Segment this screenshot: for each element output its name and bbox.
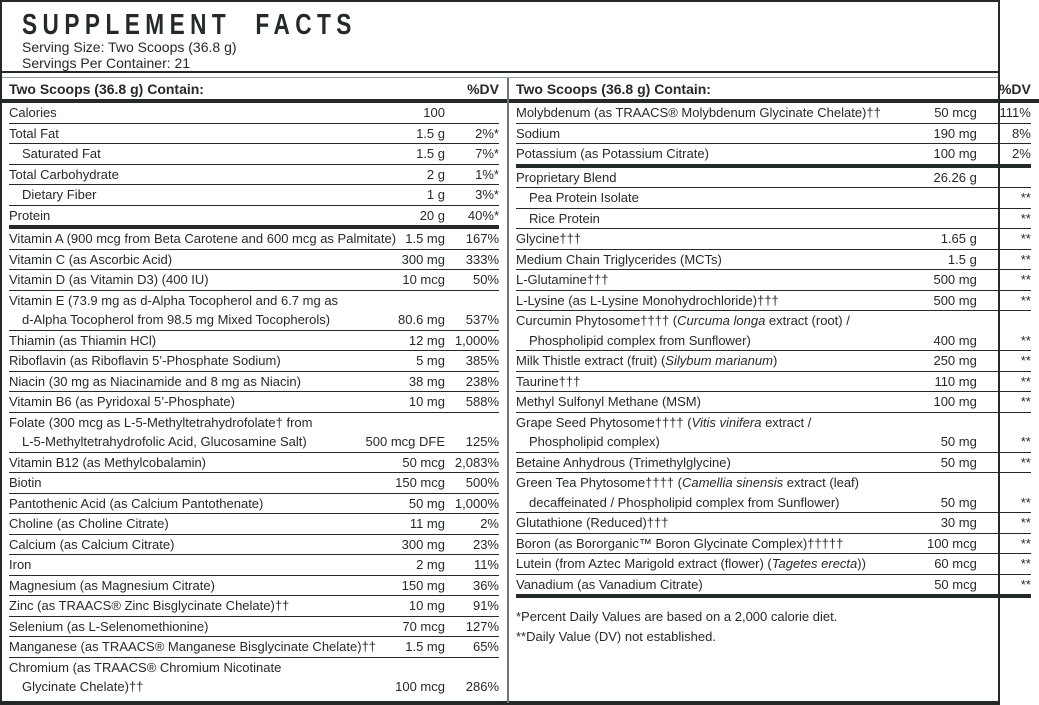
nutrient-row bbox=[9, 494, 499, 515]
nutrient-name: Manganese (as TRAACS® Manganese Bisglycinate Chelate)†† bbox=[9, 639, 377, 654]
amount-value: 12 mg bbox=[408, 332, 445, 348]
nutrient-name: Vitamin B6 (as Pyridoxal 5’-Phosphate) bbox=[9, 394, 235, 409]
nutrient-row bbox=[516, 392, 1031, 413]
daily-value: 40%* bbox=[467, 207, 499, 223]
daily-value: 3%* bbox=[475, 187, 499, 202]
amount-value: 50 mcg bbox=[402, 454, 445, 470]
amount-value: 190 mg bbox=[933, 125, 977, 141]
nutrient-row bbox=[9, 453, 499, 474]
nutrient-name: Vitamin A (900 mcg from Beta Carotene and 600 mcg as Palmitate) bbox=[9, 231, 397, 246]
nutrient-name: Milk Thistle extract (fruit) (Silybum marianum) bbox=[516, 353, 778, 368]
nutrient-name: Magnesium (as Magnesium Citrate) bbox=[9, 577, 215, 593]
nutrient-name: Choline (as Choline Citrate) bbox=[9, 516, 169, 531]
nutrient-name: Vitamin C (as Ascorbic Acid) bbox=[9, 251, 173, 267]
nutrient-name: Vanadium (as Vanadium Citrate) bbox=[516, 576, 703, 592]
daily-value: ** bbox=[1020, 292, 1031, 308]
nutrient-row bbox=[9, 576, 499, 597]
nutrient-row bbox=[516, 351, 1031, 372]
nutrient-name: Vitamin B12 (as Methylcobalamin) bbox=[9, 454, 207, 470]
nutrient-name: Biotin bbox=[9, 475, 42, 490]
amount-value: 10 mcg bbox=[402, 272, 445, 287]
daily-value: 167% bbox=[465, 231, 499, 246]
amount-value: 1.5 g bbox=[947, 251, 977, 267]
nutrient-name: Folate (300 mcg as L-5-Methyltetrahydrofolate† from L-5-Methyltetrahydrofolic Acid, Glucosamine Salt) bbox=[9, 414, 313, 449]
nutrient-row bbox=[9, 206, 499, 230]
nutrient-name: Grape Seed Phytosome†††† (Vitis vinifera extract / Phospholipid complex) bbox=[516, 414, 812, 449]
daily-value: 286% bbox=[465, 679, 499, 694]
nutrient-row bbox=[516, 453, 1031, 474]
daily-value: 11% bbox=[473, 557, 499, 572]
footnotes bbox=[509, 598, 1039, 647]
nutrient-row bbox=[9, 535, 499, 556]
column-header-label: Two Scoops (36.8 g) Contain: bbox=[9, 81, 204, 97]
amount-value: 100 mg bbox=[933, 394, 977, 409]
nutrient-name: Proprietary Blend bbox=[516, 169, 617, 185]
header-divider-rule bbox=[2, 71, 998, 78]
nutrient-name: Sodium bbox=[516, 125, 561, 141]
nutrient-row bbox=[516, 250, 1031, 271]
amount-value: 300 mg bbox=[401, 536, 445, 552]
facts-column-left bbox=[2, 78, 507, 703]
nutrient-name: Selenium (as L-Selenomethionine) bbox=[9, 618, 209, 634]
amount-value: 1.5 g bbox=[416, 125, 445, 141]
daily-value: ** bbox=[1020, 394, 1031, 409]
amount-value: 50 mg bbox=[940, 454, 977, 470]
amount-value: 50 mcg bbox=[934, 576, 977, 592]
nutrient-row bbox=[9, 291, 499, 331]
nutrient-row bbox=[516, 168, 1031, 189]
nutrient-name: Chromium (as TRAACS® Chromium Nicotinate Glycinate Chelate)†† bbox=[9, 659, 282, 694]
nutrient-row bbox=[9, 473, 499, 494]
serving-size: Serving Size: Two Scoops (36.8 g) bbox=[22, 39, 237, 55]
facts-column-right bbox=[507, 78, 1039, 703]
daily-value: ** bbox=[1020, 272, 1031, 287]
nutrient-name: Niacin (30 mg as Niacinamide and 8 mg as Niacin) bbox=[9, 373, 301, 389]
nutrient-row bbox=[516, 229, 1031, 250]
nutrient-row bbox=[9, 185, 499, 206]
daily-value: 2% bbox=[1012, 146, 1031, 161]
nutrient-row bbox=[516, 311, 1031, 351]
nutrient-name: Methyl Sulfonyl Methane (MSM) bbox=[516, 394, 701, 409]
nutrient-name: Glutathione (Reduced)††† bbox=[516, 515, 669, 530]
nutrient-name: Betaine Anhydrous (Trimethylglycine) bbox=[516, 454, 731, 470]
amount-value: 250 mg bbox=[933, 353, 977, 368]
nutrient-row bbox=[9, 103, 499, 124]
column-header-dv: %DV bbox=[998, 81, 1031, 97]
amount-value: 1.5 mg bbox=[405, 231, 445, 246]
daily-value: 238% bbox=[465, 373, 499, 389]
nutrient-name: Potassium (as Potassium Citrate) bbox=[516, 146, 709, 161]
amount-value: 500 mcg DFE bbox=[365, 434, 445, 449]
amount-value: 80.6 mg bbox=[398, 312, 445, 327]
nutrient-row bbox=[516, 291, 1031, 312]
nutrient-name: Pea Protein Isolate bbox=[529, 190, 639, 205]
nutrient-row bbox=[516, 413, 1031, 453]
daily-value: 50% bbox=[472, 272, 499, 287]
daily-value: 8% bbox=[1012, 125, 1031, 141]
nutrient-row bbox=[516, 188, 1031, 209]
daily-value: ** bbox=[1020, 210, 1031, 226]
amount-value: 20 g bbox=[419, 207, 445, 223]
servings-per-container: Servings Per Container: 21 bbox=[22, 54, 191, 71]
amount-value: 1.65 g bbox=[940, 231, 977, 246]
nutrient-name: Molybdenum (as TRAACS® Molybdenum Glycinate Chelate)†† bbox=[516, 105, 881, 120]
daily-value: 1,000% bbox=[454, 332, 499, 348]
column-header-label: Two Scoops (36.8 g) Contain: bbox=[516, 81, 711, 97]
daily-value: ** bbox=[1020, 251, 1031, 267]
nutrient-row bbox=[516, 144, 1031, 168]
amount-value: 50 mcg bbox=[934, 105, 977, 120]
daily-value: 111% bbox=[999, 105, 1031, 120]
daily-value: 91% bbox=[472, 598, 499, 613]
amount-value: 1.5 mg bbox=[405, 639, 445, 654]
column-header bbox=[509, 78, 1039, 103]
nutrient-row bbox=[516, 575, 1031, 599]
nutrient-name: Protein bbox=[9, 207, 51, 223]
daily-value: 125% bbox=[465, 434, 499, 449]
footnote-dv-not-established: **Daily Value (DV) not established. bbox=[516, 629, 716, 644]
nutrient-row bbox=[9, 165, 499, 186]
nutrient-row bbox=[9, 144, 499, 165]
daily-value: 127% bbox=[465, 618, 499, 634]
amount-value: 500 mg bbox=[933, 272, 977, 287]
nutrient-name: Saturated Fat bbox=[22, 146, 101, 161]
amount-value: 100 mg bbox=[933, 146, 977, 161]
nutrient-row bbox=[9, 658, 499, 697]
nutrient-name: Vitamin D (as Vitamin D3) (400 IU) bbox=[9, 272, 209, 287]
amount-value: 10 mg bbox=[408, 394, 445, 409]
amount-value: 11 mg bbox=[409, 516, 445, 531]
daily-value: 537% bbox=[465, 312, 499, 327]
daily-value: 1,000% bbox=[454, 495, 499, 511]
daily-value: ** bbox=[1020, 515, 1031, 530]
amount-value: 150 mcg bbox=[395, 475, 445, 490]
amount-value: 100 mcg bbox=[395, 679, 445, 694]
nutrient-row bbox=[9, 229, 499, 250]
nutrient-name: L-Lysine (as L-Lysine Monohydrochloride)††† bbox=[516, 292, 779, 308]
nutrient-name: Thiamin (as Thiamin HCl) bbox=[9, 332, 157, 348]
daily-value: 23% bbox=[472, 536, 499, 552]
daily-value: ** bbox=[1020, 190, 1031, 205]
nutrient-name: Lutein (from Aztec Marigold extract (flower) (Tagetes erecta)) bbox=[516, 556, 866, 571]
daily-value: ** bbox=[1020, 353, 1031, 368]
daily-value: 7%* bbox=[475, 146, 499, 161]
nutrient-name: Zinc (as TRAACS® Zinc Bisglycinate Chelate)†† bbox=[9, 598, 290, 613]
nutrient-name: Taurine††† bbox=[516, 373, 581, 389]
amount-value: 38 mg bbox=[408, 373, 445, 389]
nutrient-row bbox=[516, 209, 1031, 230]
nutrient-name: Dietary Fiber bbox=[22, 187, 97, 202]
nutrient-row bbox=[9, 124, 499, 145]
nutrient-row bbox=[516, 473, 1031, 513]
nutrient-name: Curcumin Phytosome†††† (Curcuma longa extract (root) / Phospholipid complex from Sunflower) bbox=[516, 313, 850, 348]
nutrient-row bbox=[9, 392, 499, 413]
daily-value: 333% bbox=[465, 251, 499, 267]
nutrient-row bbox=[9, 331, 499, 352]
nutrient-name: Total Fat bbox=[9, 125, 59, 141]
nutrient-row bbox=[516, 534, 1031, 555]
amount-value: 50 mg bbox=[940, 494, 977, 510]
nutrient-name: Boron (as Bororganic™ Boron Glycinate Complex)††††† bbox=[516, 535, 844, 551]
label-title: SUPPLEMENT FACTS bbox=[22, 9, 357, 41]
daily-value: 2,083% bbox=[454, 454, 499, 470]
nutrient-row bbox=[516, 103, 1031, 124]
daily-value: ** bbox=[1020, 231, 1031, 246]
nutrient-row bbox=[9, 555, 499, 576]
nutrient-row bbox=[516, 513, 1031, 534]
column-header bbox=[2, 78, 507, 103]
daily-value: 500% bbox=[465, 475, 499, 490]
nutrient-row bbox=[516, 554, 1031, 575]
nutrient-name: Vitamin E (73.9 mg as d-Alpha Tocopherol and 6.7 mg as d-Alpha Tocopherol from 98.5 mg Mixed Tocopherols) bbox=[9, 292, 339, 327]
nutrient-row bbox=[9, 270, 499, 291]
daily-value: 1%* bbox=[475, 166, 499, 182]
daily-value: ** bbox=[1020, 332, 1031, 348]
daily-value: ** bbox=[1020, 494, 1031, 510]
nutrient-name: Iron bbox=[9, 557, 32, 572]
daily-value: 385% bbox=[465, 353, 499, 368]
nutrient-row bbox=[9, 617, 499, 638]
amount-value: 5 mg bbox=[416, 353, 445, 368]
amount-value: 150 mg bbox=[401, 577, 445, 593]
amount-value: 2 g bbox=[426, 166, 445, 182]
footnote-daily-values: *Percent Daily Values are based on a 2,000 calorie diet. bbox=[516, 609, 838, 624]
nutrient-name: Total Carbohydrate bbox=[9, 166, 119, 182]
nutrient-row bbox=[9, 250, 499, 271]
nutrient-name: Medium Chain Triglycerides (MCTs) bbox=[516, 251, 722, 267]
nutrient-row bbox=[9, 372, 499, 393]
amount-value: 2 mg bbox=[416, 557, 445, 572]
amount-value: 100 mcg bbox=[926, 535, 977, 551]
amount-value: 500 mg bbox=[933, 292, 977, 308]
nutrient-name: Rice Protein bbox=[529, 210, 600, 226]
facts-columns bbox=[2, 78, 1031, 703]
amount-value: 50 mg bbox=[408, 495, 445, 511]
amount-value: 400 mg bbox=[933, 332, 977, 348]
nutrient-name: Calories bbox=[9, 105, 57, 120]
nutrient-row bbox=[9, 596, 499, 617]
nutrient-row bbox=[9, 413, 499, 453]
column-header-dv: %DV bbox=[467, 81, 499, 97]
daily-value: 65% bbox=[472, 639, 499, 654]
daily-value: 2% bbox=[480, 516, 499, 531]
daily-value: ** bbox=[1020, 434, 1031, 449]
daily-value: ** bbox=[1020, 535, 1031, 551]
nutrient-row bbox=[9, 351, 499, 372]
amount-value: 30 mg bbox=[940, 515, 977, 530]
nutrient-row bbox=[9, 514, 499, 535]
amount-value: 26.26 g bbox=[933, 169, 977, 185]
daily-value: ** bbox=[1020, 373, 1031, 389]
daily-value: 36% bbox=[472, 577, 499, 593]
nutrient-row bbox=[516, 270, 1031, 291]
amount-value: 60 mcg bbox=[934, 556, 977, 571]
nutrient-name: Riboflavin (as Riboflavin 5’-Phosphate Sodium) bbox=[9, 353, 281, 368]
nutrient-rows bbox=[509, 103, 1039, 598]
nutrient-rows bbox=[2, 103, 507, 697]
nutrient-row bbox=[516, 372, 1031, 393]
nutrient-row bbox=[9, 637, 499, 658]
nutrient-name: Pantothenic Acid (as Calcium Pantothenate) bbox=[9, 495, 264, 511]
amount-value: 100 bbox=[423, 105, 445, 120]
daily-value: ** bbox=[1020, 576, 1031, 592]
nutrient-name: Glycine††† bbox=[516, 231, 582, 246]
nutrient-name: Green Tea Phytosome†††† (Camellia sinensis extract (leaf) decaffeinated / Phospholipid complex from Sunflower) bbox=[516, 475, 859, 510]
nutrient-name: L-Glutamine††† bbox=[516, 272, 609, 287]
amount-value: 300 mg bbox=[401, 251, 445, 267]
amount-value: 50 mg bbox=[940, 434, 977, 449]
nutrient-name: Calcium (as Calcium Citrate) bbox=[9, 536, 175, 552]
amount-value: 1 g bbox=[426, 187, 445, 202]
daily-value: 2%* bbox=[475, 125, 499, 141]
daily-value: ** bbox=[1020, 454, 1031, 470]
amount-value: 70 mcg bbox=[402, 618, 445, 634]
nutrient-row bbox=[516, 124, 1031, 145]
amount-value: 10 mg bbox=[408, 598, 445, 613]
daily-value: 588% bbox=[465, 394, 499, 409]
daily-value: ** bbox=[1020, 556, 1031, 571]
amount-value: 1.5 g bbox=[416, 146, 445, 161]
amount-value: 110 mg bbox=[934, 373, 977, 389]
label-header bbox=[2, 2, 998, 71]
